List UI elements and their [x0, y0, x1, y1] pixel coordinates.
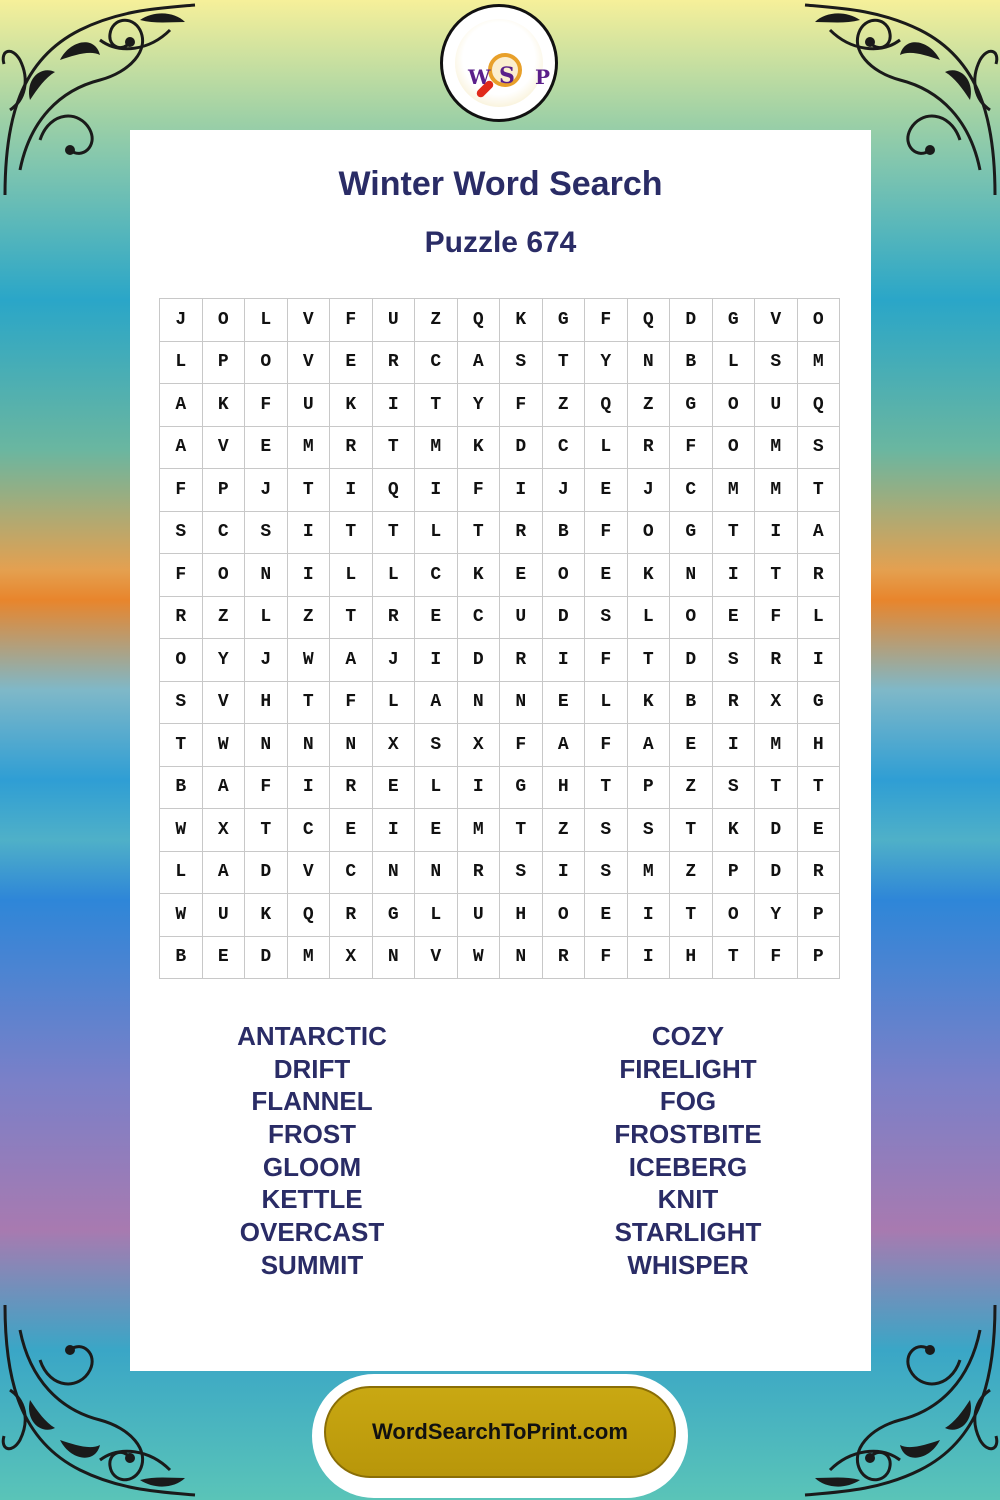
- grid-cell[interactable]: F: [585, 937, 628, 980]
- grid-cell[interactable]: M: [628, 852, 671, 895]
- grid-cell[interactable]: O: [245, 342, 288, 385]
- grid-cell[interactable]: H: [670, 937, 713, 980]
- grid-cell[interactable]: N: [373, 852, 416, 895]
- grid-cell[interactable]: D: [670, 639, 713, 682]
- grid-cell[interactable]: E: [330, 809, 373, 852]
- grid-cell[interactable]: Q: [373, 469, 416, 512]
- grid-cell[interactable]: B: [160, 937, 203, 980]
- grid-cell[interactable]: I: [373, 384, 416, 427]
- grid-cell[interactable]: E: [798, 809, 841, 852]
- grid-cell[interactable]: R: [160, 597, 203, 640]
- grid-cell[interactable]: F: [458, 469, 501, 512]
- grid-cell[interactable]: J: [628, 469, 671, 512]
- grid-cell[interactable]: D: [755, 852, 798, 895]
- grid-cell[interactable]: M: [288, 427, 331, 470]
- word-list-right: [528, 1020, 848, 1282]
- grid-cell[interactable]: A: [798, 512, 841, 555]
- grid-cell[interactable]: W: [160, 894, 203, 937]
- grid-cell[interactable]: M: [755, 469, 798, 512]
- grid-cell[interactable]: S: [798, 427, 841, 470]
- grid-cell[interactable]: X: [458, 724, 501, 767]
- grid-cell[interactable]: E: [543, 682, 586, 725]
- grid-cell[interactable]: T: [585, 767, 628, 810]
- grid-cell[interactable]: T: [798, 469, 841, 512]
- grid-cell[interactable]: Q: [288, 894, 331, 937]
- grid-cell[interactable]: E: [500, 554, 543, 597]
- grid-cell[interactable]: J: [160, 299, 203, 342]
- grid-cell[interactable]: X: [755, 682, 798, 725]
- puzzle-number: Puzzle 674: [424, 226, 577, 259]
- grid-cell[interactable]: C: [203, 512, 246, 555]
- grid-cell[interactable]: F: [500, 384, 543, 427]
- grid-cell[interactable]: O: [713, 384, 756, 427]
- grid-cell[interactable]: K: [628, 682, 671, 725]
- grid-cell[interactable]: A: [628, 724, 671, 767]
- grid-cell[interactable]: L: [373, 554, 416, 597]
- grid-cell[interactable]: G: [543, 299, 586, 342]
- grid-cell[interactable]: F: [500, 724, 543, 767]
- grid-cell[interactable]: L: [415, 894, 458, 937]
- grid-cell[interactable]: L: [160, 852, 203, 895]
- grid-cell[interactable]: X: [203, 809, 246, 852]
- grid-cell[interactable]: W: [458, 937, 501, 980]
- grid-cell[interactable]: R: [458, 852, 501, 895]
- word-list-item: COZY: [651, 1021, 725, 1051]
- grid-cell[interactable]: B: [160, 767, 203, 810]
- grid-cell[interactable]: F: [585, 724, 628, 767]
- grid-cell[interactable]: O: [713, 427, 756, 470]
- grid-cell[interactable]: V: [203, 427, 246, 470]
- grid-cell[interactable]: F: [330, 682, 373, 725]
- grid-cell[interactable]: E: [330, 342, 373, 385]
- logo-letter-p: P: [535, 65, 551, 89]
- grid-cell[interactable]: L: [330, 554, 373, 597]
- grid-cell[interactable]: P: [628, 767, 671, 810]
- grid-cell[interactable]: A: [160, 384, 203, 427]
- grid-cell[interactable]: R: [330, 427, 373, 470]
- grid-cell[interactable]: F: [585, 512, 628, 555]
- grid-cell[interactable]: P: [203, 469, 246, 512]
- grid-cell[interactable]: C: [288, 809, 331, 852]
- grid-cell[interactable]: W: [160, 809, 203, 852]
- grid-cell[interactable]: R: [330, 894, 373, 937]
- grid-cell[interactable]: Q: [585, 384, 628, 427]
- word-list-item: FIRELIGHT: [619, 1053, 757, 1084]
- grid-cell[interactable]: L: [160, 342, 203, 385]
- grid-cell[interactable]: S: [500, 342, 543, 385]
- grid-cell[interactable]: I: [415, 469, 458, 512]
- grid-cell[interactable]: I: [543, 639, 586, 682]
- grid-cell[interactable]: D: [543, 597, 586, 640]
- grid-cell[interactable]: T: [330, 512, 373, 555]
- grid-cell[interactable]: T: [670, 894, 713, 937]
- word-list-left: [152, 1020, 472, 1282]
- grid-cell[interactable]: I: [798, 639, 841, 682]
- grid-cell[interactable]: M: [288, 937, 331, 980]
- grid-cell[interactable]: L: [585, 427, 628, 470]
- grid-cell[interactable]: L: [245, 299, 288, 342]
- grid-cell[interactable]: C: [670, 469, 713, 512]
- grid-cell[interactable]: M: [798, 342, 841, 385]
- grid-cell[interactable]: A: [160, 427, 203, 470]
- grid-cell[interactable]: P: [798, 894, 841, 937]
- grid-cell[interactable]: J: [245, 639, 288, 682]
- grid-cell[interactable]: U: [500, 597, 543, 640]
- grid-cell[interactable]: V: [755, 299, 798, 342]
- grid-cell[interactable]: R: [373, 597, 416, 640]
- grid-cell[interactable]: S: [628, 809, 671, 852]
- grid-cell[interactable]: Y: [755, 894, 798, 937]
- grid-cell[interactable]: T: [670, 809, 713, 852]
- grid-cell[interactable]: Z: [203, 597, 246, 640]
- grid-cell[interactable]: S: [713, 639, 756, 682]
- grid-cell[interactable]: Y: [458, 384, 501, 427]
- grid-cell[interactable]: C: [415, 554, 458, 597]
- grid-cell[interactable]: O: [713, 894, 756, 937]
- grid-cell[interactable]: I: [713, 554, 756, 597]
- grid-cell[interactable]: I: [628, 937, 671, 980]
- grid-cell[interactable]: G: [798, 682, 841, 725]
- grid-cell[interactable]: M: [755, 427, 798, 470]
- grid-cell[interactable]: R: [798, 852, 841, 895]
- grid-cell[interactable]: I: [330, 469, 373, 512]
- word-list-item: FLANNEL: [251, 1086, 373, 1117]
- grid-cell[interactable]: M: [713, 469, 756, 512]
- grid-cell[interactable]: E: [585, 894, 628, 937]
- grid-cell[interactable]: I: [755, 512, 798, 555]
- grid-cell[interactable]: Z: [543, 384, 586, 427]
- grid-cell[interactable]: F: [755, 597, 798, 640]
- grid-cell[interactable]: T: [500, 809, 543, 852]
- grid-cell[interactable]: K: [203, 384, 246, 427]
- grid-cell[interactable]: D: [245, 852, 288, 895]
- grid-cell[interactable]: R: [755, 639, 798, 682]
- grid-cell[interactable]: V: [288, 342, 331, 385]
- grid-cell[interactable]: I: [373, 809, 416, 852]
- grid-cell[interactable]: H: [245, 682, 288, 725]
- grid-cell[interactable]: Y: [203, 639, 246, 682]
- grid-cell[interactable]: O: [670, 597, 713, 640]
- grid-cell[interactable]: N: [500, 937, 543, 980]
- grid-cell[interactable]: D: [245, 937, 288, 980]
- grid-cell[interactable]: N: [500, 682, 543, 725]
- grid-cell[interactable]: N: [670, 554, 713, 597]
- grid-cell[interactable]: A: [203, 767, 246, 810]
- grid-cell[interactable]: G: [670, 384, 713, 427]
- word-list-item: DRIFT: [273, 1053, 351, 1084]
- grid-cell[interactable]: T: [543, 342, 586, 385]
- grid-cell[interactable]: I: [543, 852, 586, 895]
- grid-cell[interactable]: S: [415, 724, 458, 767]
- grid-cell[interactable]: T: [458, 512, 501, 555]
- grid-cell[interactable]: K: [713, 809, 756, 852]
- grid-cell[interactable]: B: [543, 512, 586, 555]
- grid-cell[interactable]: E: [203, 937, 246, 980]
- grid-cell[interactable]: K: [628, 554, 671, 597]
- grid-cell[interactable]: T: [415, 384, 458, 427]
- grid-cell[interactable]: C: [543, 427, 586, 470]
- grid-cell[interactable]: N: [288, 724, 331, 767]
- grid-cell[interactable]: F: [670, 427, 713, 470]
- grid-cell[interactable]: R: [373, 342, 416, 385]
- grid-cell[interactable]: K: [245, 894, 288, 937]
- grid-cell[interactable]: Z: [288, 597, 331, 640]
- grid-cell[interactable]: M: [755, 724, 798, 767]
- grid-cell[interactable]: C: [330, 852, 373, 895]
- grid-cell[interactable]: P: [798, 937, 841, 980]
- grid-cell[interactable]: I: [713, 724, 756, 767]
- grid-cell[interactable]: Y: [585, 342, 628, 385]
- grid-cell[interactable]: N: [373, 937, 416, 980]
- grid-cell[interactable]: B: [670, 342, 713, 385]
- grid-cell[interactable]: I: [500, 469, 543, 512]
- grid-cell[interactable]: A: [203, 852, 246, 895]
- grid-cell[interactable]: R: [713, 682, 756, 725]
- grid-cell[interactable]: N: [458, 682, 501, 725]
- grid-cell[interactable]: N: [415, 852, 458, 895]
- grid-cell[interactable]: A: [543, 724, 586, 767]
- grid-cell[interactable]: I: [288, 767, 331, 810]
- grid-cell[interactable]: S: [585, 852, 628, 895]
- word-list-item: STARLIGHT: [614, 1217, 762, 1248]
- grid-cell[interactable]: Z: [628, 384, 671, 427]
- grid-cell[interactable]: F: [755, 937, 798, 980]
- grid-cell[interactable]: E: [585, 554, 628, 597]
- grid-cell[interactable]: L: [585, 682, 628, 725]
- grid-cell[interactable]: F: [585, 639, 628, 682]
- grid-cell[interactable]: F: [330, 299, 373, 342]
- grid-cell[interactable]: V: [288, 852, 331, 895]
- grid-cell[interactable]: F: [160, 469, 203, 512]
- grid-cell[interactable]: U: [755, 384, 798, 427]
- grid-cell[interactable]: F: [585, 299, 628, 342]
- word-list-item: WHISPER: [627, 1249, 749, 1280]
- grid-cell[interactable]: F: [245, 767, 288, 810]
- grid-cell[interactable]: P: [203, 342, 246, 385]
- word-list-item: OVERCAST: [239, 1217, 385, 1248]
- grid-cell[interactable]: K: [458, 554, 501, 597]
- word-list-item: SUMMIT: [260, 1249, 364, 1280]
- grid-cell[interactable]: K: [500, 299, 543, 342]
- grid-cell[interactable]: E: [245, 427, 288, 470]
- grid-cell[interactable]: N: [245, 554, 288, 597]
- grid-cell[interactable]: G: [373, 894, 416, 937]
- grid-cell[interactable]: S: [585, 597, 628, 640]
- grid-cell[interactable]: Z: [670, 767, 713, 810]
- grid-cell[interactable]: R: [543, 937, 586, 980]
- grid-cell[interactable]: T: [713, 512, 756, 555]
- grid-cell[interactable]: S: [585, 809, 628, 852]
- grid-cell[interactable]: T: [755, 767, 798, 810]
- grid-cell[interactable]: J: [245, 469, 288, 512]
- grid-cell[interactable]: C: [415, 342, 458, 385]
- grid-cell[interactable]: T: [628, 639, 671, 682]
- word-list-item: ANTARCTIC: [237, 1021, 387, 1051]
- grid-cell[interactable]: N: [245, 724, 288, 767]
- grid-cell[interactable]: K: [458, 427, 501, 470]
- grid-cell[interactable]: X: [330, 937, 373, 980]
- website-link[interactable]: WordSearchToPrint.com: [324, 1386, 676, 1478]
- grid-cell[interactable]: E: [670, 724, 713, 767]
- grid-cell[interactable]: M: [415, 427, 458, 470]
- grid-cell[interactable]: D: [500, 427, 543, 470]
- grid-cell[interactable]: L: [713, 342, 756, 385]
- grid-cell[interactable]: Q: [628, 299, 671, 342]
- grid-cell[interactable]: Z: [543, 809, 586, 852]
- grid-cell[interactable]: F: [160, 554, 203, 597]
- grid-cell[interactable]: S: [160, 512, 203, 555]
- grid-cell[interactable]: J: [373, 639, 416, 682]
- website-badge: [312, 1374, 688, 1498]
- grid-cell[interactable]: H: [500, 894, 543, 937]
- grid-cell[interactable]: S: [755, 342, 798, 385]
- grid-cell[interactable]: R: [500, 639, 543, 682]
- grid-cell[interactable]: E: [415, 597, 458, 640]
- grid-cell[interactable]: E: [373, 767, 416, 810]
- grid-cell[interactable]: N: [330, 724, 373, 767]
- page-title: Winter Word Search: [338, 165, 663, 203]
- grid-cell[interactable]: V: [415, 937, 458, 980]
- grid-cell[interactable]: O: [628, 512, 671, 555]
- grid-cell[interactable]: W: [203, 724, 246, 767]
- grid-cell[interactable]: T: [713, 937, 756, 980]
- grid-cell[interactable]: I: [288, 554, 331, 597]
- grid-cell[interactable]: T: [755, 554, 798, 597]
- grid-cell[interactable]: I: [415, 639, 458, 682]
- site-logo[interactable]: [440, 4, 558, 122]
- grid-cell[interactable]: I: [458, 767, 501, 810]
- puzzle-sheet: [130, 130, 871, 1371]
- word-list-item: GLOOM: [262, 1151, 362, 1182]
- grid-cell[interactable]: Q: [798, 384, 841, 427]
- grid-cell[interactable]: I: [288, 512, 331, 555]
- grid-cell[interactable]: W: [288, 639, 331, 682]
- grid-cell[interactable]: H: [798, 724, 841, 767]
- grid-cell[interactable]: G: [713, 299, 756, 342]
- logo-badge: [455, 19, 551, 107]
- grid-cell[interactable]: L: [245, 597, 288, 640]
- grid-cell[interactable]: T: [373, 512, 416, 555]
- grid-cell[interactable]: S: [245, 512, 288, 555]
- grid-cell[interactable]: J: [543, 469, 586, 512]
- grid-cell[interactable]: D: [670, 299, 713, 342]
- logo-letter-s: S: [499, 63, 515, 89]
- word-list-item: ICEBERG: [628, 1151, 748, 1182]
- grid-cell[interactable]: F: [245, 384, 288, 427]
- grid-cell[interactable]: L: [373, 682, 416, 725]
- grid-cell[interactable]: O: [543, 894, 586, 937]
- grid-cell[interactable]: L: [415, 767, 458, 810]
- grid-cell[interactable]: E: [713, 597, 756, 640]
- grid-cell[interactable]: G: [670, 512, 713, 555]
- grid-cell[interactable]: Z: [415, 299, 458, 342]
- grid-cell[interactable]: D: [458, 639, 501, 682]
- grid-cell[interactable]: T: [245, 809, 288, 852]
- grid-cell[interactable]: S: [160, 682, 203, 725]
- grid-cell[interactable]: H: [543, 767, 586, 810]
- grid-cell[interactable]: U: [203, 894, 246, 937]
- grid-cell[interactable]: D: [755, 809, 798, 852]
- grid-cell[interactable]: Q: [458, 299, 501, 342]
- grid-cell[interactable]: E: [585, 469, 628, 512]
- grid-cell[interactable]: T: [373, 427, 416, 470]
- grid-cell[interactable]: R: [330, 767, 373, 810]
- grid-cell[interactable]: T: [330, 597, 373, 640]
- grid-cell[interactable]: V: [203, 682, 246, 725]
- grid-cell[interactable]: O: [203, 554, 246, 597]
- word-list-item: FOG: [659, 1086, 717, 1117]
- word-list-item: KETTLE: [261, 1184, 363, 1215]
- grid-cell[interactable]: U: [373, 299, 416, 342]
- grid-cell[interactable]: B: [670, 682, 713, 725]
- grid-cell[interactable]: O: [798, 299, 841, 342]
- grid-cell[interactable]: T: [288, 469, 331, 512]
- grid-cell[interactable]: C: [458, 597, 501, 640]
- grid-cell[interactable]: R: [628, 427, 671, 470]
- grid-cell[interactable]: S: [713, 767, 756, 810]
- grid-cell[interactable]: O: [160, 639, 203, 682]
- grid-cell[interactable]: L: [415, 512, 458, 555]
- grid-cell[interactable]: L: [798, 597, 841, 640]
- grid-cell[interactable]: T: [160, 724, 203, 767]
- grid-cell[interactable]: G: [500, 767, 543, 810]
- grid-cell[interactable]: T: [288, 682, 331, 725]
- grid-cell[interactable]: O: [543, 554, 586, 597]
- grid-cell[interactable]: I: [628, 894, 671, 937]
- grid-cell[interactable]: U: [458, 894, 501, 937]
- grid-cell[interactable]: X: [373, 724, 416, 767]
- grid-cell[interactable]: S: [500, 852, 543, 895]
- grid-cell[interactable]: P: [713, 852, 756, 895]
- grid-cell[interactable]: U: [288, 384, 331, 427]
- letter-grid[interactable]: [159, 298, 840, 979]
- word-list-item: KNIT: [657, 1184, 719, 1215]
- grid-cell[interactable]: A: [330, 639, 373, 682]
- logo-letter-w: W: [468, 65, 491, 89]
- grid-cell[interactable]: Z: [670, 852, 713, 895]
- grid-cell[interactable]: O: [203, 299, 246, 342]
- grid-cell[interactable]: R: [500, 512, 543, 555]
- grid-cell[interactable]: E: [415, 809, 458, 852]
- grid-cell[interactable]: M: [458, 809, 501, 852]
- grid-cell[interactable]: N: [628, 342, 671, 385]
- word-list-item: FROST: [267, 1119, 357, 1150]
- word-list-item: FROSTBITE: [614, 1119, 762, 1150]
- grid-cell[interactable]: A: [458, 342, 501, 385]
- grid-cell[interactable]: R: [798, 554, 841, 597]
- grid-cell[interactable]: A: [415, 682, 458, 725]
- grid-cell[interactable]: T: [798, 767, 841, 810]
- grid-cell[interactable]: K: [330, 384, 373, 427]
- grid-cell[interactable]: L: [628, 597, 671, 640]
- grid-cell[interactable]: V: [288, 299, 331, 342]
